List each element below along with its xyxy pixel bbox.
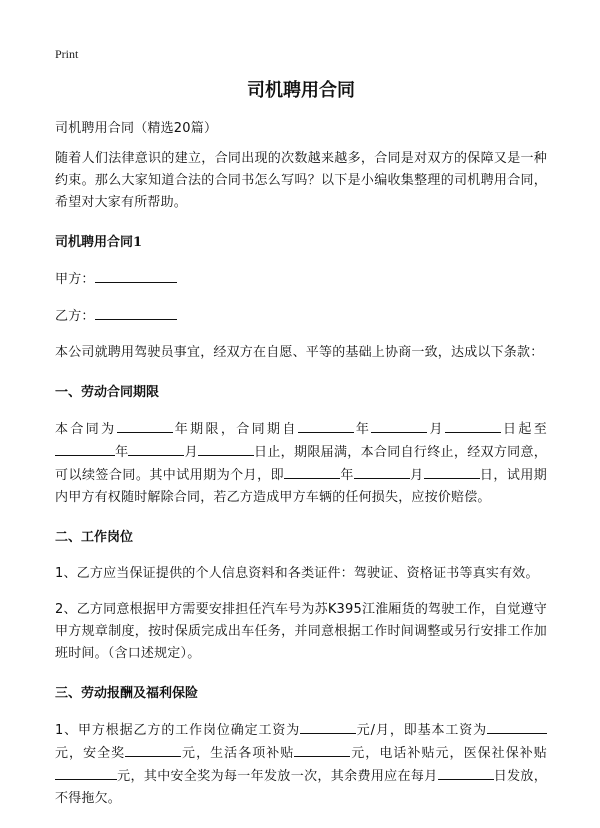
party-a-blank <box>95 268 177 283</box>
blank-field <box>424 464 480 479</box>
party-b-blank <box>95 305 177 320</box>
blank-field <box>198 441 254 456</box>
print-label[interactable]: Print <box>55 47 79 61</box>
section-heading-term: 一、劳动合同期限 <box>55 385 160 400</box>
blank-field <box>294 742 350 757</box>
party-b-line <box>55 305 547 328</box>
contract-heading: 司机聘用合同1 <box>55 235 143 250</box>
blank-field <box>438 765 494 780</box>
blank-field <box>284 464 340 479</box>
blank-field <box>55 441 115 456</box>
intro-paragraph: 随着人们法律意识的建立，合同出现的次数越来越多，合同是对双方的保障又是一种约束。那么大家知道合法的合同书怎么写吗？以下是小编收集整理的司机聘用合同，希望对大家有所帮助。 <box>55 151 547 210</box>
blank-field <box>487 719 547 734</box>
pay-paragraph: 1、甲方根据乙方的工作岗位确定工资为 元/月，即基本工资为元，安全奖 元，生活各项补贴 元，电话补贴元，医保社保补贴元，其中安全奖为每一年发放一次，其余费用应在每月 日发放，不得拖欠。 <box>55 719 547 810</box>
document-title: 司机聘用合同 <box>247 80 355 101</box>
preamble-paragraph: 本公司就聘用驾驶员事宜，经双方在自愿、平等的基础上协商一致，达成以下条款： <box>55 345 544 360</box>
blank-field <box>117 418 173 433</box>
blank-field <box>300 719 356 734</box>
party-b-label: 乙方： <box>55 309 95 324</box>
blank-field <box>55 765 117 780</box>
party-a-label: 甲方： <box>55 272 95 287</box>
party-a-line <box>55 268 547 291</box>
position-item-1: 1、乙方应当保证提供的个人信息资料和各类证件：驾驶证、资格证书等真实有效。 <box>55 566 539 581</box>
section-heading-pay: 三、劳动报酬及福利保险 <box>55 686 199 701</box>
term-paragraph: 本合同为 年期限，合同期自 年 月 日起至年 月 日止，期限届满，本合同自行终止，经双方同意，可以续签合同。其中试用期为个月，即 年 月 日，试用期内甲方有权随时解除合同，若乙方造成甲方车辆的任何损失，应按价赔偿。 <box>55 418 547 509</box>
blank-field <box>445 418 501 433</box>
blank-field <box>128 441 184 456</box>
blank-field <box>371 418 427 433</box>
section-heading-position: 二、工作岗位 <box>55 530 134 545</box>
blank-field <box>354 464 410 479</box>
blank-field <box>298 418 354 433</box>
blank-field <box>125 742 181 757</box>
document-subtitle: 司机聘用合同（精选20篇） <box>55 121 218 136</box>
position-item-2: 2、乙方同意根据甲方需要安排担任汽车号为苏K395江淮厢货的驾驶工作，自觉遵守甲方规章制度，按时保质完成出车任务，并同意根据工作时间调整或另行安排工作加班时间。（含口述规定）。 <box>55 602 547 661</box>
document-body <box>55 78 547 810</box>
